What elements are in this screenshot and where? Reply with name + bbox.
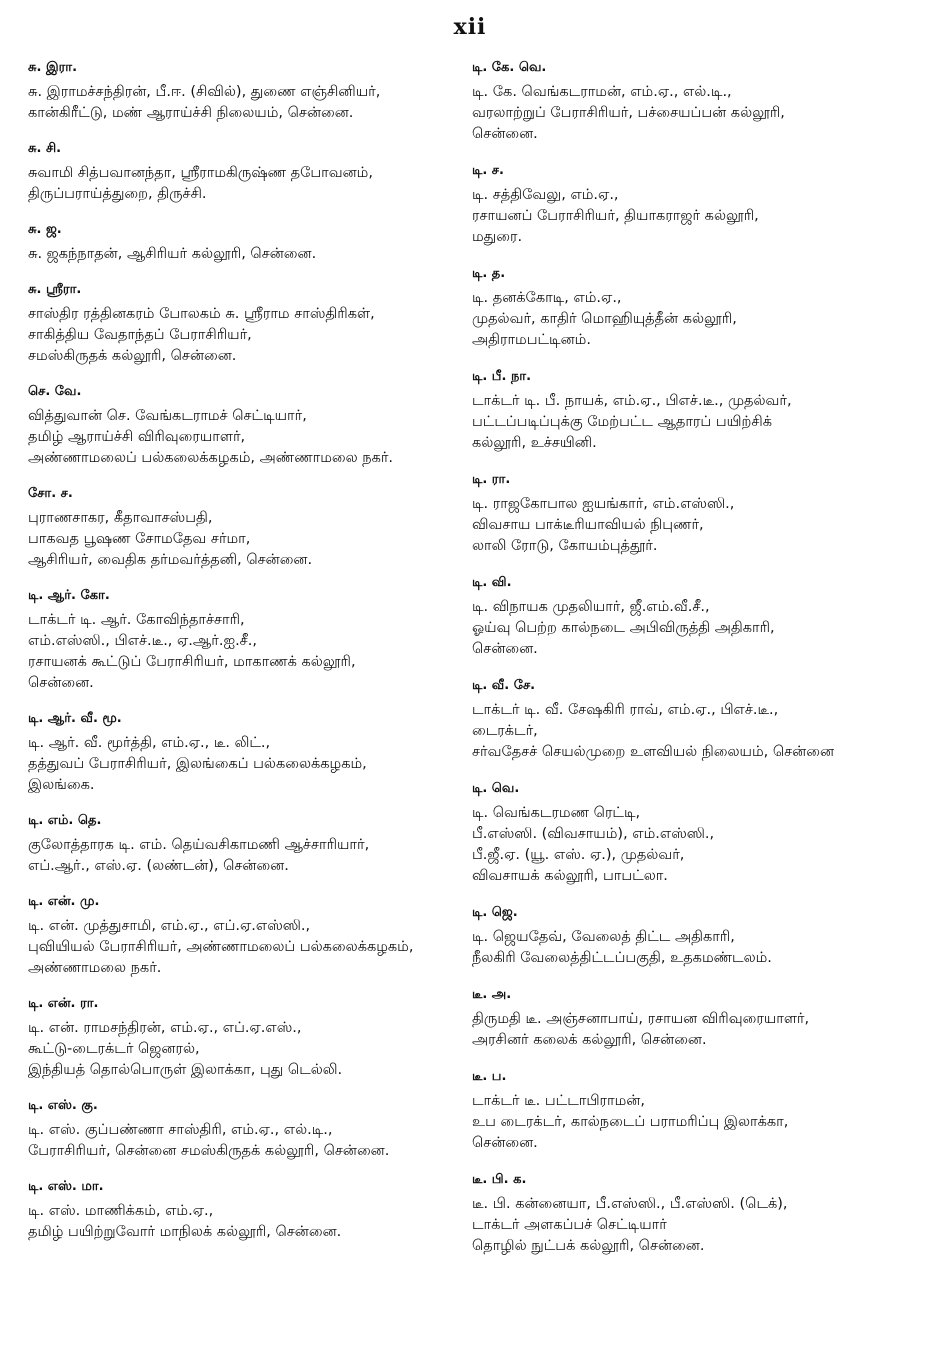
contributor-abbreviation: டீ. ப. [472, 1069, 507, 1084]
right-column [472, 60, 912, 1275]
contributor-detail-line: வரலாற்றுப் பேராசிரியர், பச்சையப்பன் கல்லூரி, [472, 105, 785, 121]
contributor-detail-line: அதிராமபட்டினம். [472, 332, 591, 348]
contributor-detail-line: டாக்டர் டி. வீ. சேஷகிரி ராவ், எம்.ஏ., பிஎச்.டீ., [472, 702, 779, 718]
contributor-abbreviation: சோ. ச. [28, 486, 73, 501]
contributor-detail-line: பட்டப்படிப்புக்கு மேற்பட்ட ஆதாரப் பயிற்சிக் [472, 414, 772, 430]
contributor-detail-line: எப்.ஆர்., எஸ்.ஏ. (லண்டன்), சென்னை. [28, 858, 289, 874]
contributor-detail-line: சர்வதேசச் செயல்முறை உளவியல் நிலையம், சென்னை [472, 744, 835, 760]
contributor-entry [472, 678, 912, 763]
contributor-abbreviation: டி. த. [472, 266, 506, 281]
contributor-detail-line: டைரக்டர், [472, 723, 538, 739]
contributor-abbreviation: சு. இரா. [28, 60, 78, 75]
contributor-abbreviation: டி. கே. வெ. [472, 60, 547, 75]
contributor-detail-line: டி. என். முத்துசாமி, எம்.ஏ., எப்.ஏ.எஸ்ஸி., [28, 918, 311, 934]
contributor-detail-line: சாகித்திய வேதாந்தப் பேராசிரியர், [28, 327, 252, 343]
contributor-abbreviation: சு. ஸ்ரீரா. [28, 282, 82, 297]
contributor-detail-line: புராணசாகர, கீதாவாசஸ்பதி, [28, 510, 213, 526]
contributor-detail-line: பேராசிரியர், சென்னை சமஸ்கிருதக் கல்லூரி, சென்னை. [28, 1143, 390, 1159]
contributor-abbreviation: டி. ச. [472, 163, 504, 178]
contributor-entry [28, 486, 463, 571]
contributor-entry [28, 1098, 463, 1162]
contributor-detail-line: சென்னை. [472, 126, 538, 142]
contributor-detail-line: இந்தியத் தொல்பொருள் இலாக்கா, புது டெல்லி. [28, 1062, 343, 1078]
contributor-detail-line: டி. கே. வெங்கடராமன், எம்.ஏ., எல்.டி., [472, 84, 732, 100]
contributor-detail-line: அரசினர் கலைக் கல்லூரி, சென்னை. [472, 1032, 707, 1048]
contributor-detail-line: டி. ராஜகோபால ஐயங்கார், எம்.எஸ்ஸி., [472, 496, 735, 512]
contributor-entry [472, 266, 912, 351]
contributor-detail-line: சு. இராமச்சந்திரன், பீ.ஈ. (சிவில்), துணை எஞ்சினியர், [28, 84, 381, 100]
contributor-detail-line: தொழில் நுட்பக் கல்லூரி, சென்னை. [472, 1238, 705, 1254]
contributor-abbreviation: டி. வீ. சே. [472, 678, 536, 693]
contributor-detail-line: பாகவத பூஷண சோமதேவ சர்மா, [28, 531, 251, 547]
contributor-detail-line: தமிழ் ஆராய்ச்சி விரிவுரையாளர், [28, 429, 246, 445]
contributor-detail-line: விவசாய பாக்டீரியாவியல் நிபுணர், [472, 517, 704, 533]
contributor-detail-line: கல்லூரி, உச்சயினி. [472, 435, 597, 451]
contributor-detail-line: தத்துவப் பேராசிரியர், இலங்கைப் பல்கலைக்கழகம், [28, 756, 367, 772]
contributor-entry [472, 987, 912, 1051]
contributor-detail-line: டாக்டர் அளகப்பச் செட்டியார் [472, 1217, 667, 1233]
contributor-detail-line: லாலி ரோடு, கோயம்புத்தூர். [472, 538, 658, 554]
contributor-detail-line: பீ.ஜீ.ஏ. (யூ. எஸ். ஏ.), முதல்வர், [472, 847, 685, 863]
contributor-entry [28, 60, 463, 124]
contributor-entry [472, 575, 912, 660]
contributor-abbreviation: டி. எம். தெ. [28, 813, 102, 828]
contributor-abbreviation: டீ. அ. [472, 987, 512, 1002]
contributor-entry [472, 60, 912, 145]
left-column [28, 60, 463, 1260]
contributor-abbreviation: டி. வி. [472, 575, 512, 590]
contributor-entry [28, 894, 463, 979]
contributor-detail-line: ஓய்வு பெற்ற கால்நடை அபிவிருத்தி அதிகாரி, [472, 620, 775, 636]
contributor-detail-line: டி. வெங்கடரமண ரெட்டி, [472, 805, 641, 821]
contributor-entry [472, 163, 912, 248]
contributor-detail-line: திருப்பராய்த்துறை, திருச்சி. [28, 186, 207, 202]
contributor-detail-line: சென்னை. [472, 1135, 538, 1151]
contributor-detail-line: குலோத்தாரக டி. எம். தெய்வசிகாமணி ஆச்சாரியார், [28, 837, 370, 853]
contributor-abbreviation: டி. வெ. [472, 781, 520, 796]
contributor-detail-line: அண்ணாமலைப் பல்கலைக்கழகம், அண்ணாமலை நகர். [28, 450, 394, 466]
contributor-detail-line: டாக்டர் டி. ஆர். கோவிந்தாச்சாரி, [28, 612, 245, 628]
contributor-detail-line: டி. ஜெயதேவ், வேலைத் திட்ட அதிகாரி, [472, 929, 735, 945]
contributor-detail-line: டி. எஸ். குப்பண்ணா சாஸ்திரி, எம்.ஏ., எல்.டி., [28, 1122, 333, 1138]
contributor-detail-line: சமஸ்கிருதக் கல்லூரி, சென்னை. [28, 348, 237, 364]
contributor-detail-line: இலங்கை. [28, 777, 95, 793]
contributor-entry [472, 1069, 912, 1154]
contributor-detail-line: வித்துவான் செ. வேங்கடராமச் செட்டியார், [28, 408, 307, 424]
contributor-abbreviation: டீ. பி. க. [472, 1172, 527, 1187]
contributor-detail-line: சென்னை. [472, 641, 538, 657]
contributor-entry [472, 369, 912, 454]
contributor-abbreviation: டி. என். மு. [28, 894, 100, 909]
contributor-entry [472, 781, 912, 887]
contributor-detail-line: டி. சத்திவேலு, எம்.ஏ., [472, 187, 619, 203]
contributor-detail-line: திருமதி டீ. அஞ்சனாபாய், ரசாயன விரிவுரையாளர், [472, 1011, 810, 1027]
contributor-entry [28, 813, 463, 877]
contributor-detail-line: பீ.எஸ்ஸி. (விவசாயம்), எம்.எஸ்ஸி., [472, 826, 715, 842]
contributor-detail-line: டீ. பி. கன்னையா, பீ.எஸ்ஸி., பீ.எஸ்ஸி. (டெக்), [472, 1196, 788, 1212]
contributor-detail-line: கூட்டு-டைரக்டர் ஜெனரல், [28, 1041, 200, 1057]
contributor-detail-line: எம்.எஸ்ஸி., பிஎச்.டீ., ஏ.ஆர்.ஐ.சீ., [28, 633, 257, 649]
contributor-detail-line: ரசாயனக் கூட்டுப் பேராசிரியர், மாகாணக் கல்லூரி, [28, 654, 356, 670]
contributor-detail-line: ஆசிரியர், வைதிக தர்மவர்த்தனி, சென்னை. [28, 552, 313, 568]
contributor-detail-line: அண்ணாமலை நகர். [28, 960, 162, 976]
contributor-detail-line: டி. எஸ். மாணிக்கம், எம்.ஏ., [28, 1203, 214, 1219]
contributor-abbreviation: டி. எஸ். கு. [28, 1098, 98, 1113]
contributor-entry [28, 282, 463, 367]
contributor-detail-line: சு. ஜகந்நாதன், ஆசிரியர் கல்லூரி, சென்னை. [28, 246, 317, 262]
page-number: xii [453, 14, 487, 40]
contributor-entry [472, 1172, 912, 1257]
contributor-detail-line: டாக்டர் டி. பீ. நாயக், எம்.ஏ., பிஎச்.டீ., முதல்வர், [472, 393, 792, 409]
contributor-entry [28, 711, 463, 796]
contributor-detail-line: சுவாமி சித்பவானந்தா, ஸ்ரீராமகிருஷ்ண தபோவனம், [28, 165, 373, 181]
contributor-detail-line: விவசாயக் கல்லூரி, பாபட்லா. [472, 868, 668, 884]
contributor-detail-line: உப டைரக்டர், கால்நடைப் பராமரிப்பு இலாக்கா, [472, 1114, 789, 1130]
contributor-abbreviation: டி. ரா. [472, 472, 511, 487]
contributor-detail-line: சென்னை. [28, 675, 94, 691]
contributor-detail-line: மதுரை. [472, 229, 523, 245]
contributor-detail-line: தமிழ் பயிற்றுவோர் மாநிலக் கல்லூரி, சென்னை. [28, 1224, 342, 1240]
contributor-abbreviation: சு. ஜ. [28, 222, 62, 237]
contributor-detail-line: டி. என். ராமசந்திரன், எம்.ஏ., எப்.ஏ.எஸ்., [28, 1020, 302, 1036]
contributor-abbreviation: டி. ஆர். கோ. [28, 588, 110, 603]
contributor-detail-line: டி. தனக்கோடி, எம்.ஏ., [472, 290, 622, 306]
contributor-entry [28, 996, 463, 1081]
contributor-abbreviation: சு. சி. [28, 141, 62, 156]
contributor-detail-line: முதல்வர், காதிர் மொஹியுத்தீன் கல்லூரி, [472, 311, 737, 327]
contributor-abbreviation: டி. ஆர். வீ. மூ. [28, 711, 122, 726]
contributor-detail-line: ரசாயனப் பேராசிரியர், தியாகராஜர் கல்லூரி, [472, 208, 759, 224]
contributor-abbreviation: டி. பீ. நா. [472, 369, 532, 384]
contributor-detail-line: டி. விநாயக முதலியார், ஜீ.எம்.வீ.சீ., [472, 599, 710, 615]
contributor-abbreviation: டி. என். ரா. [28, 996, 99, 1011]
contributor-detail-line: கான்கிரீட்டு, மண் ஆராய்ச்சி நிலையம், சென்னை. [28, 105, 354, 121]
contributor-entry [28, 384, 463, 469]
contributor-detail-line: சாஸ்திர ரத்தினகரம் போலகம் சு. ஸ்ரீராம சாஸ்திரிகள், [28, 306, 375, 322]
contributor-entry [472, 905, 912, 969]
contributor-detail-line: டி. ஆர். வீ. மூர்த்தி, எம்.ஏ., டீ. லிட்., [28, 735, 271, 751]
contributor-detail-line: நீலகிரி வேலைத்திட்டப்பகுதி, உதகமண்டலம். [472, 950, 772, 966]
contributor-abbreviation: செ. வே. [28, 384, 82, 399]
contributor-entry [28, 1179, 463, 1243]
contributor-detail-line: புவியியல் பேராசிரியர், அண்ணாமலைப் பல்கலைக்கழகம், [28, 939, 414, 955]
contributor-entry [472, 472, 912, 557]
contributor-abbreviation: டி. ஜெ. [472, 905, 518, 920]
contributor-entry [28, 141, 463, 205]
contributor-entry [28, 222, 463, 265]
contributor-entry [28, 588, 463, 694]
contributor-detail-line: டாக்டர் டீ. பட்டாபிராமன், [472, 1093, 645, 1109]
contributor-abbreviation: டி. எஸ். மா. [28, 1179, 104, 1194]
